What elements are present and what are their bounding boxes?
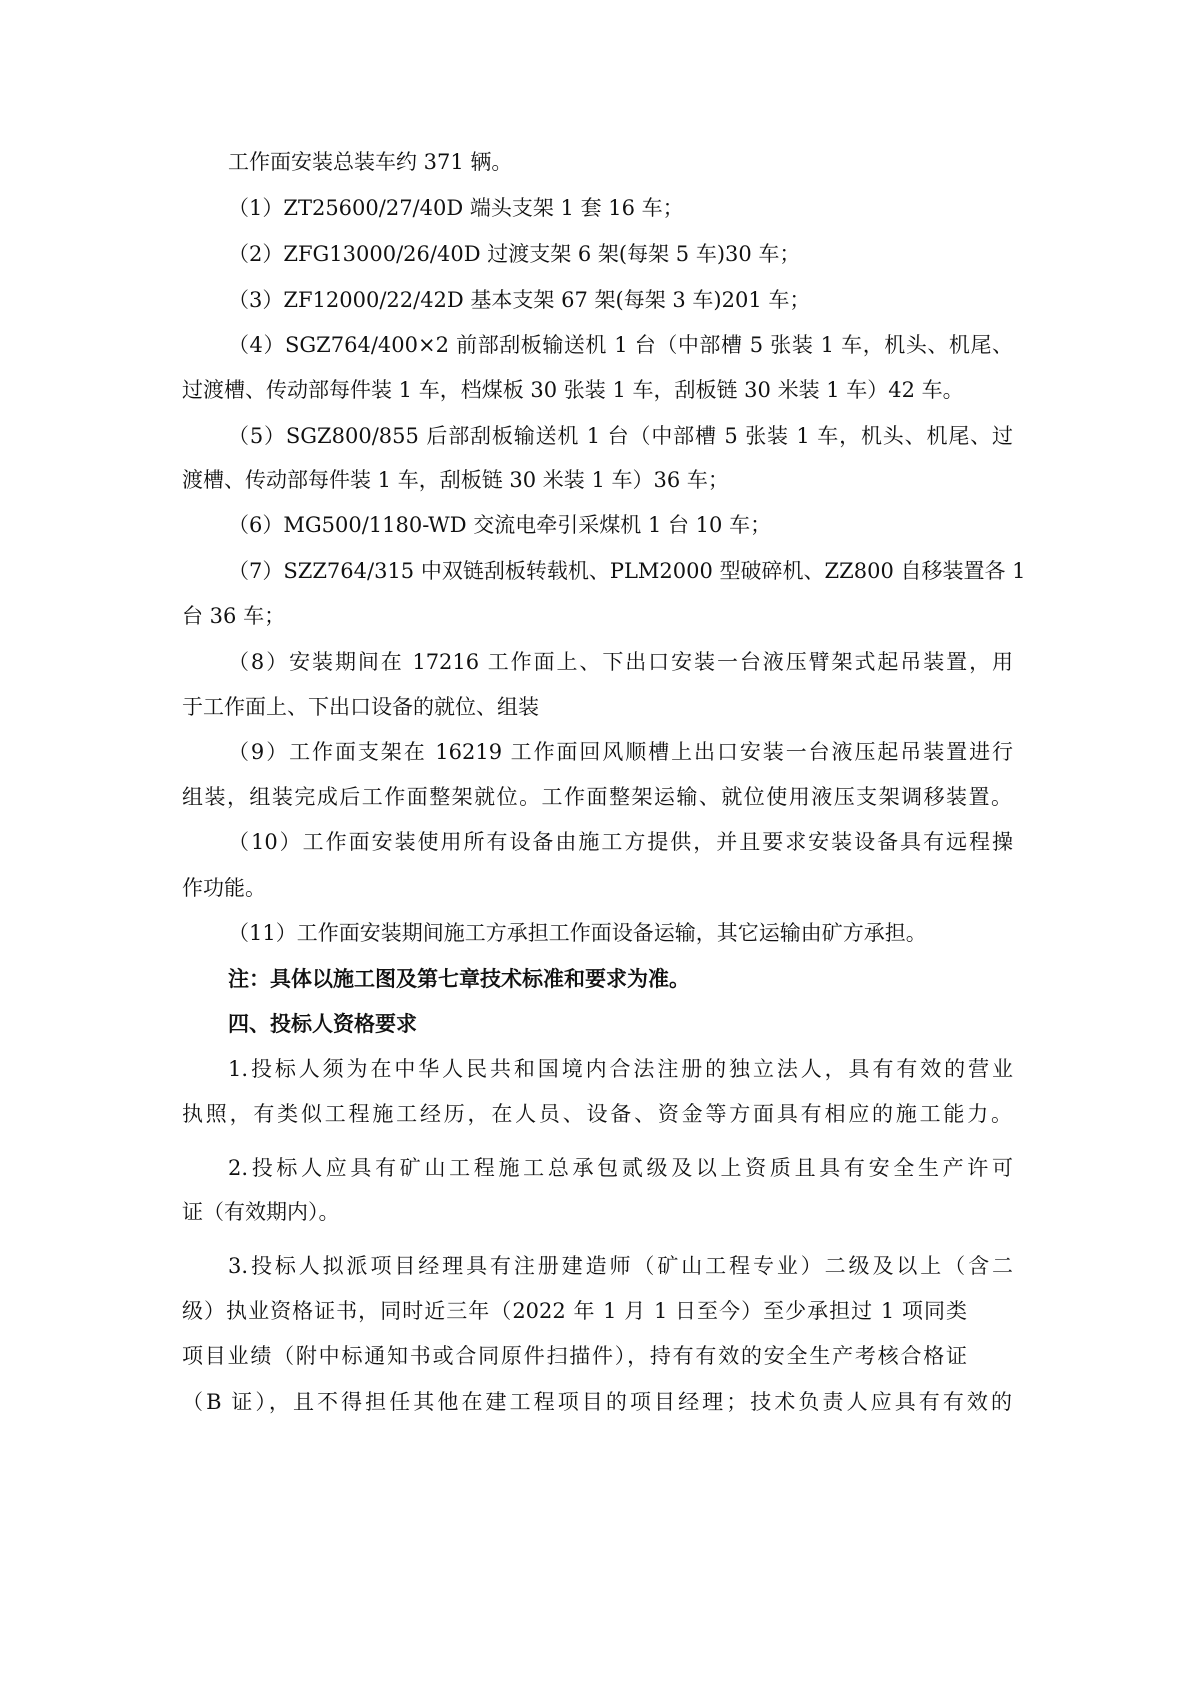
text-line: 组装，组装完成后工作面整架就位。工作面整架运输、就位使用液压支架调移装置。 bbox=[182, 785, 1012, 809]
list-item: （11）工作面安装期间施工方承担工作面设备运输，其它运输由矿方承担。 bbox=[228, 921, 927, 945]
text-line: 工作面安装总装车约 371 辆。 bbox=[228, 150, 513, 174]
text-line: 执照，有类似工程施工经历，在人员、设备、资金等方面具有相应的施工能力。 bbox=[182, 1102, 1012, 1126]
requirement-item: 3.投标人拟派项目经理具有注册建造师（矿山工程专业）二级及以上（含二 bbox=[228, 1254, 1013, 1278]
text-line: 证（有效期内）。 bbox=[182, 1200, 340, 1224]
text-line: 于工作面上、下出口设备的就位、组装 bbox=[182, 695, 539, 719]
section-heading: 四、投标人资格要求 bbox=[228, 1011, 417, 1036]
text-line: 级）执业资格证书，同时近三年（2022 年 1 月 1 日至今）至少承担过 1 项同类 bbox=[182, 1299, 967, 1323]
text-line: 作功能。 bbox=[182, 876, 266, 900]
list-item: （6）MG500/1180-WD 交流电牵引采煤机 1 台 10 车； bbox=[228, 513, 772, 537]
text-line: （B 证），且不得担任其他在建工程项目的项目经理；技术负责人应具有有效的 bbox=[182, 1390, 1012, 1414]
list-item: （2）ZFG13000/26/40D 过渡支架 6 架(每架 5 车)30 车； bbox=[228, 242, 801, 266]
list-item: （7）SZZ764/315 中双链刮板转载机、PLM2000 型破碎机、ZZ800 自移装置各 1 bbox=[228, 559, 1026, 583]
list-item: （10）工作面安装使用所有设备由施工方提供，并且要求安装设备具有远程操 bbox=[228, 830, 1013, 854]
requirement-item: 2.投标人应具有矿山工程施工总承包贰级及以上资质且具有安全生产许可 bbox=[228, 1156, 1013, 1180]
text-line: 渡槽、传动部每件装 1 车，刮板链 30 米装 1 车）36 车； bbox=[182, 468, 729, 492]
text-line: 台 36 车； bbox=[182, 604, 286, 628]
list-item: （4）SGZ764/400×2 前部刮板输送机 1 台（中部槽 5 张装 1 车，机头、机尾、 bbox=[228, 333, 1013, 357]
list-item: （1）ZT25600/27/40D 端头支架 1 套 16 车； bbox=[228, 196, 684, 220]
note-text: 注：具体以施工图及第七章技术标准和要求为准。 bbox=[228, 966, 690, 991]
text-line: 项目业绩（附中标通知书或合同原件扫描件），持有有效的安全生产考核合格证 bbox=[182, 1344, 967, 1368]
list-item: （3）ZF12000/22/42D 基本支架 67 架(每架 3 车)201 车； bbox=[228, 288, 811, 312]
list-item: （9）工作面支架在 16219 工作面回风顺槽上出口安装一台液压起吊装置进行 bbox=[228, 740, 1013, 764]
text-line: 过渡槽、传动部每件装 1 车，档煤板 30 张装 1 车，刮板链 30 米装 1 车）42 车。 bbox=[182, 378, 964, 402]
requirement-item: 1.投标人须为在中华人民共和国境内合法注册的独立法人，具有有效的营业 bbox=[228, 1057, 1013, 1081]
list-item: （5）SGZ800/855 后部刮板输送机 1 台（中部槽 5 张装 1 车，机头、机尾、过 bbox=[228, 424, 1013, 448]
list-item: （8）安装期间在 17216 工作面上、下出口安装一台液压臂架式起吊装置，用 bbox=[228, 650, 1013, 674]
